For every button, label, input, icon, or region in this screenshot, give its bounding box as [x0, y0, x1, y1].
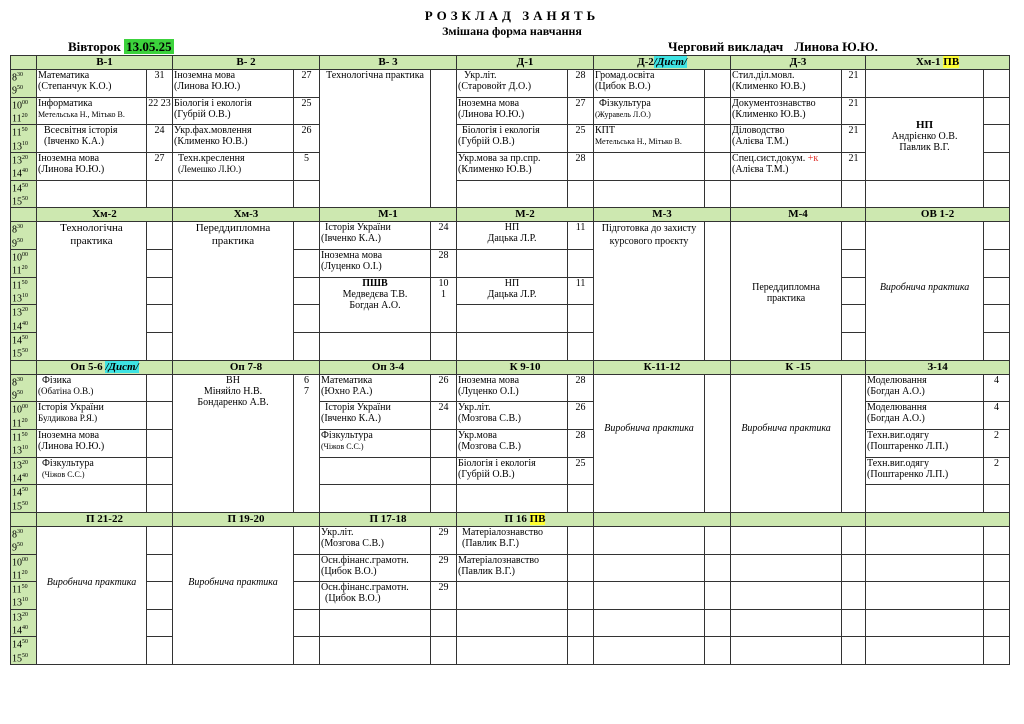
lesson-cell: Спец.сист.докум. +к (Алієва Т.М.): [731, 152, 842, 180]
group-header-row: [11, 208, 1010, 222]
lesson-cell: Фізкультура (Журавель Л.О.): [594, 97, 705, 125]
room-cell: 22 23: [147, 97, 173, 125]
lesson-cell: Техн.виг.одягу (Поштаренко Л.П.): [866, 429, 984, 457]
practice-cell: Виробнича практика: [731, 374, 842, 512]
practice-cell: Переддипломна практика: [173, 222, 294, 360]
lesson-cell: Матеріалознавство (Павлик В.Г.): [457, 526, 568, 554]
group-header: М-2: [457, 208, 594, 222]
group-header: М-4: [731, 208, 866, 222]
lesson-cell: Іноземна мова (Линова Ю.Ю.): [37, 152, 147, 180]
practice-cell: Виробнича практика: [594, 374, 705, 512]
room-cell: 25: [568, 125, 594, 153]
group-header: К-11-12: [594, 360, 731, 374]
lesson-cell: Математика (Степанчук К.О.): [37, 70, 147, 98]
lesson-cell: Біологія і екологія (Губрій О.В.): [457, 457, 568, 485]
distance-badge: /Дист/: [653, 56, 687, 68]
lesson-cell: Матеріалознавство (Павлик В.Г.): [457, 554, 568, 582]
room-cell: 27: [294, 70, 320, 98]
day-label: Вівторок: [68, 39, 121, 54]
schedule-table: В-1 В- 2 В- 3 Д-1 Д-2/Дист/ Д-3 Хм-1 ПВ $8^{30}$ $9^{50}$ Математика (Степанчук К.О.) 31 Іноземна мова (Линова Ю.Ю.) 27 Технологічна практика Укр.літ. (Старовойт Д.О.) 28 Громад.освіта (Цибок В.О.) Стил.діл.мовл. (Клименко Ю.В.) 21 $10^{00}$ $11^{20}$ Інформатика Метельська Н., Мітько В. 22 23 Біологія і екологія (Губрій О.В.) 25 Іноземна мова (Линова Ю.Ю.) 27 Фізкультура (Журавель Л.О.) Документознавство (Клименко Ю.В.) 21 НП Андрієнко О.В. Павлик В.Г. $11^{50}$ $13^{10}$ Всесвітня історія (Івченко К.А.) 24 Укр.фах.мовлення (Клименко Ю.В.) 26 Біологія і екологія (Губрій О.В.) 25 КПТ Метельська Н., Мітько В. Діловодство (Алієва Т.М.) 21 $13^{20}$ $14^{40}$ Іноземна мова (Линова Ю.Ю.) 27 Техн.креслення (Лемешко Л.Ю.) 5 Укр.мова за пр.спр. (Клименко Ю.В.) 28 Спец.сист.докум. +к (Алієва Т.М.) 21 $14^{50}$ $15^{50}$ Хм-2 Хм-3 М-1 М-2 М-3 М-4 ОВ 1-2 $8^{30}$ $9^{50}$ Технологічна практика Переддипломна практика Історія України (Івченко К.А.) 24 НП Дацька Л.Р. 11 Підготовка до захисту курсового проєкту Переддипломна практика Виробнича практика $10^{00}$ $11^{20}$ Іноземна мова (Луценко О.І.) 28 $11^{50}$ $13^{10}$ ПШВ Медведєва Т.В. Богдан А.О. 10 1 НП Дацька Л.Р. 11 $13^{20}$ $14^{40}$ $14^{50}$ $15^{50}$ Оп 5-6 /Дист/ Оп 7-8 Оп 3-4 К 9-10 К-11-12 К -15 З-14 $8^{30}$ $9^{50}$ Фізика (Обатіна О.В.) ВН Міняйло Н.В. Бондаренко А.В. 6 7 Математика (Юхно Р.А.) 26 Іноземна мова (Луценко О.І.) 28 Виробнича практика Виробнича практика Моделювання (Богдан А.О.) 4 $10^{00}$ $11^{20}$ Історія України Булдикова Р.Я.) Історія України (Івченко К.А.) 24 Укр.літ. (Мозгова С.В.) 26 Моделювання (Богдан А.О.) 4 $11^{50}$ $13^{10}$ Іноземна мова (Линова Ю.Ю.) Фізкультура (Чіжов С.С.) Укр.мова (Мозгова С.В.) 28 Техн.виг.одягу (Поштаренко Л.П.) 2 $13^{20}$ $14^{40}$ Фізкультура (Чіжов С.С.) Біологія і екологія (Губрій О.В.) 25 Техн.виг.одягу (Поштаренко Л.П.) 2 $14^{50}$ $15^{50}$ П 21-22 П 19-20 П 17-18 П 16 ПВ $8^{30}$ $9^{50}$ Виробнича практика Виробнича практика Укр.літ. (Мозгова С.В.) 29 Матеріалознавство (Павлик В.Г.) $10^{00}$ $11^{20}$ Осн.фінанс.грамотн. (Цибок В.О.) 29 Матеріалознавство (Павлик В.Г.) $11^{50}$ $13^{10}$ Осн.фінанс.грамотн. (Цибок В.О.) 29 $13^{20}$ $14^{40}$ $14^{50}$ $15^{50}$: [10, 55, 1010, 665]
time-cell: $10^{00}$ $11^{20}$: [11, 97, 37, 125]
room-cell: 25: [294, 97, 320, 125]
group-header: В- 2: [173, 56, 320, 70]
lesson-cell: Стил.діл.мовл. (Клименко Ю.В.): [731, 70, 842, 98]
duty-name: Линова Ю.Ю.: [794, 39, 878, 54]
lesson-cell: Діловодство (Алієва Т.М.): [731, 125, 842, 153]
lesson-cell: Укр.літ. (Старовойт Д.О.): [457, 70, 568, 98]
lesson-cell: Укр.літ. (Мозгова С.В.): [457, 402, 568, 430]
room-cell: 21: [842, 125, 866, 153]
date-label: 13.05.25: [126, 39, 172, 54]
page-title: РОЗКЛАД ЗАНЯТЬ: [424, 8, 600, 23]
lesson-cell: Всесвітня історія (Івченко К.А.): [37, 125, 147, 153]
time-cell: $13^{20}$ $14^{40}$: [11, 152, 37, 180]
lesson-cell: Іноземна мова (Луценко О.І.): [457, 374, 568, 402]
room-cell: 24: [147, 125, 173, 153]
room-cell: [705, 97, 731, 125]
group-header: Д-3: [731, 56, 866, 70]
group-header: [594, 56, 731, 70]
group-header: З-14: [866, 360, 1010, 374]
group-header: К 9-10: [457, 360, 594, 374]
room-cell: [431, 70, 457, 208]
lesson-cell: Іноземна мова (Линова Ю.Ю.): [457, 97, 568, 125]
lesson-cell: Моделювання (Богдан А.О.): [866, 402, 984, 430]
room-cell: 27: [568, 97, 594, 125]
lesson-cell: КПТ Метельська Н., Мітько В.: [594, 125, 705, 153]
lesson-cell: Укр.мова за пр.спр. (Клименко Ю.В.): [457, 152, 568, 180]
room-cell: 31: [147, 70, 173, 98]
lesson-cell: Техн.креслення (Лемешко Л.Ю.): [173, 152, 294, 180]
group-header: В- 3: [320, 56, 457, 70]
lesson-cell: Укр.мова (Мозгова С.В.): [457, 429, 568, 457]
room-cell: 28: [568, 70, 594, 98]
lesson-cell: Фізика (Обатіна О.В.): [37, 374, 147, 402]
practice-cell: Виробнича практика: [173, 526, 294, 664]
pv-badge: ПВ: [529, 512, 546, 525]
lesson-cell: Документознавство (Клименко Ю.В.): [731, 97, 842, 125]
room-cell: [705, 70, 731, 98]
room-cell: 26: [294, 125, 320, 153]
group-header: Хм-2: [37, 208, 173, 222]
practice-cell: Технологічна практика: [37, 222, 147, 360]
lesson-cell: Іноземна мова (Линова Ю.Ю.): [37, 429, 147, 457]
room-cell: 5: [294, 152, 320, 180]
lesson-cell: Інформатика Метельська Н., Мітько В.: [37, 97, 147, 125]
room-cell: [705, 152, 731, 180]
group-name: Хм-1: [915, 56, 941, 68]
group-name: Д-2: [637, 56, 654, 68]
lesson-cell: Біологія і екологія (Губрій О.В.): [173, 97, 294, 125]
lesson-cell: Біологія і екологія (Губрій О.В.): [457, 125, 568, 153]
group-header: В-1: [37, 56, 173, 70]
group-header: К -15: [731, 360, 866, 374]
practice-cell: Виробнича практика: [37, 526, 147, 664]
group-header: Д-1: [457, 56, 594, 70]
room-cell: [984, 152, 1010, 180]
lesson-cell: НП Дацька Л.Р.: [457, 222, 568, 250]
group-header: Хм-3: [173, 208, 320, 222]
duty-line: [668, 39, 878, 55]
group-header: П 17-18: [320, 512, 457, 526]
group-header: [866, 56, 1010, 70]
lesson-cell: НП Андрієнко О.В. Павлик В.Г.: [866, 97, 984, 180]
distance-badge: /Дист/: [105, 360, 139, 373]
lesson-cell: Осн.фінанс.грамотн. (Цибок В.О.): [320, 582, 431, 610]
room-cell: [984, 125, 1010, 153]
lesson-cell: Історія України Булдикова Р.Я.): [37, 402, 147, 430]
lesson-cell: НП Дацька Л.Р.: [457, 277, 568, 305]
group-header: Оп 7-8: [173, 360, 320, 374]
room-cell: 21: [842, 97, 866, 125]
group-header: М-3: [594, 208, 731, 222]
practice-cell: Переддипломна практика: [731, 222, 842, 360]
corner-cell: [11, 56, 37, 70]
lesson-cell: Укр.фах.мовлення (Клименко Ю.В.): [173, 125, 294, 153]
lesson-cell: Укр.літ. (Мозгова С.В.): [320, 526, 431, 554]
pv-badge: ПВ: [943, 56, 960, 68]
group-header: Оп 3-4: [320, 360, 457, 374]
time-cell: $11^{50}$ $13^{10}$: [11, 125, 37, 153]
mark-label: +к: [807, 152, 819, 164]
room-cell: [705, 125, 731, 153]
group-header: П 16 ПВ: [457, 512, 594, 526]
lesson-cell: ВН Міняйло Н.В. Бондаренко А.В.: [173, 374, 294, 512]
group-header: П 21-22: [37, 512, 173, 526]
group-header-row: [11, 512, 1010, 526]
room-cell: [984, 70, 1010, 98]
lesson-cell: ПШВ Медведєва Т.В. Богдан А.О.: [320, 277, 431, 332]
practice-cell: Підготовка до захисту курсового проєкту: [594, 222, 705, 360]
room-cell: 28: [568, 152, 594, 180]
lesson-cell: Іноземна мова (Луценко О.І.): [320, 249, 431, 277]
lesson-cell: Іноземна мова (Линова Ю.Ю.): [173, 70, 294, 98]
lesson-cell: Фізкультура (Чіжов С.С.): [320, 429, 431, 457]
lesson-cell: Техн.виг.одягу (Поштаренко Л.П.): [866, 457, 984, 485]
time-cell: $8^{30}$ $9^{50}$: [11, 70, 37, 98]
practice-cell: Виробнича практика: [866, 222, 984, 360]
room-cell: [984, 97, 1010, 125]
lesson-cell: Моделювання (Богдан А.О.): [866, 374, 984, 402]
day-line: [68, 39, 174, 55]
room-cell: 21: [842, 70, 866, 98]
group-header: М-1: [320, 208, 457, 222]
practice-cell: Технологічна практика: [320, 70, 431, 208]
lesson-cell: Математика (Юхно Р.А.): [320, 374, 431, 402]
duty-label: Черговий викладач: [668, 39, 784, 54]
group-header: П 19-20: [173, 512, 320, 526]
lesson-cell: Осн.фінанс.грамотн. (Цибок В.О.): [320, 554, 431, 582]
lesson-cell: Громад.освіта (Цибок В.О.): [594, 70, 705, 98]
room-cell: 27: [147, 152, 173, 180]
group-header-row: [11, 360, 1010, 374]
lesson-cell: Історія України (Івченко К.А.): [320, 402, 431, 430]
lesson-cell: [866, 70, 984, 98]
group-header: ОВ 1-2: [866, 208, 1010, 222]
group-header: Оп 5-6 /Дист/: [37, 360, 173, 374]
time-cell: $14^{50}$ $15^{50}$: [11, 180, 37, 208]
lesson-cell: [594, 152, 705, 180]
lesson-cell: Історія України (Івченко К.А.): [320, 222, 431, 250]
group-header-row: [11, 56, 1010, 70]
room-cell: 21: [842, 152, 866, 180]
page-subtitle: Змішана форма навчання: [442, 24, 582, 38]
lesson-cell: Фізкультура (Чіжов С.С.): [37, 457, 147, 485]
